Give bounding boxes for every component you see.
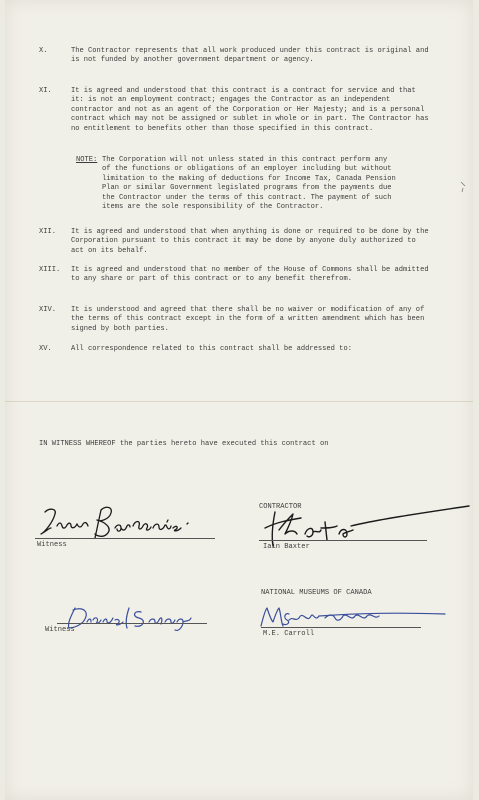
witness-signature-blue — [57, 602, 217, 632]
clause-number: XII. — [39, 228, 57, 236]
contract-page — [5, 0, 473, 800]
clause-text: All correspondence related to this contract shall be addressed to: — [71, 345, 352, 353]
museum-heading: NATIONAL MUSEUMS OF CANADA — [261, 589, 372, 597]
in-witness-line: IN WITNESS WHEREOF the parties hereto have executed this contract on — [39, 440, 329, 448]
museum-signature — [255, 600, 455, 634]
witness-label-2: Witness — [45, 626, 75, 634]
contractor-signature-line — [259, 540, 427, 541]
witness-signature-line — [35, 538, 215, 539]
note-label: NOTE: — [76, 156, 98, 164]
clause-text: It is understood and agreed that there shall be no waiver or modification of any of the terms of this contract except in the form of a written amendment which has been signed by both parties. — [71, 306, 425, 333]
contractor-name: Iain Baxter — [263, 543, 310, 551]
clause-number: XIII. — [39, 266, 61, 274]
clause-number: XIV. — [39, 306, 57, 314]
clause-text: It is agreed and understood that no member of the House of Commons shall be admitted to any share or part of this contract or to any benefit therefrom. — [71, 266, 429, 284]
museum-signatory-name: M.E. Carroll — [263, 630, 315, 638]
clause-number: X. — [39, 47, 48, 55]
witness-signature-line — [57, 623, 207, 624]
contractor-heading: CONTRACTOR — [259, 503, 302, 511]
clause-text: It is agreed and understood that this contract is a contract for service and that it: is not an employment contract; engages the Contractor as an independent contractor and not as an agent of the Corporation or Her Majesty; and is a personal contract which may not be assigned or sublet in whole or in part. The Contractor has no entitlement to benefits other than those specified in this contract. — [71, 87, 429, 133]
note-text: The Corporation will not unless stated in this contract perform any of the functions or obligations of an employer including but without limitation to the making of deductions for Income Tax, Canada Pension Plan or similar Government legislated programs from the payments due the Contractor under the terms of this contract. The payment of such items are the sole responsibility of the Contractor. — [102, 156, 396, 212]
museum-signature-line — [261, 627, 421, 628]
margin-mark — [459, 180, 469, 194]
clause-text: The Contractor represents that all work produced under this contract is original and is not funded by another government department or agency. — [71, 47, 429, 65]
witness-label-1: Witness — [37, 541, 67, 549]
clause-number: XI. — [39, 87, 52, 95]
paper-fold — [5, 401, 473, 402]
clause-text: It is agreed and understood that when anything is done or required to be done by the Corporation pursuant to this contract it may be done by anyone duly authorized to act on its behalf. — [71, 228, 429, 255]
clause-number: XV. — [39, 345, 52, 353]
